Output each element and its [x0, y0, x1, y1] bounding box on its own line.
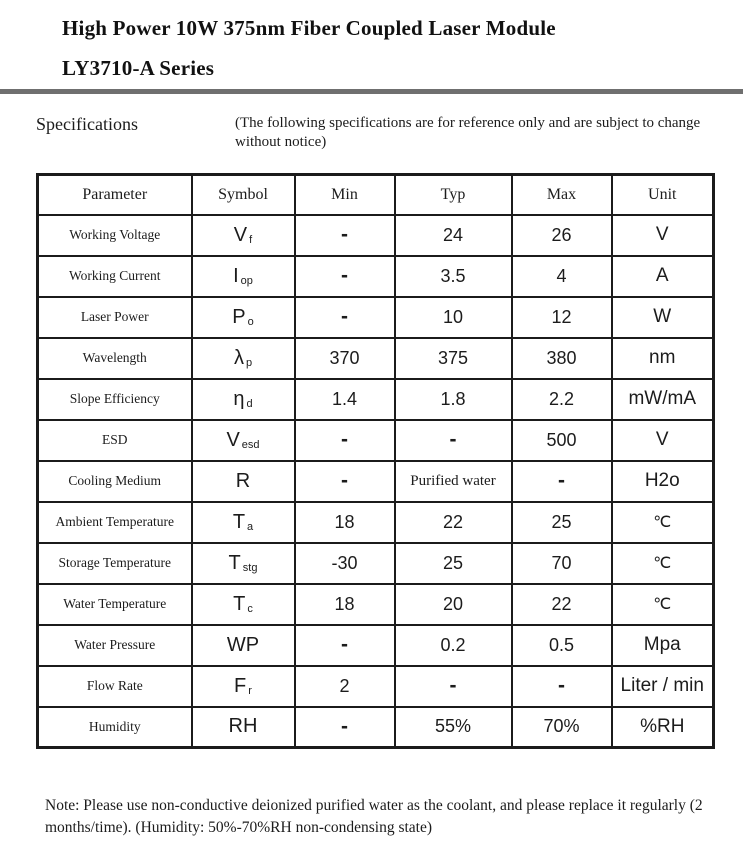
symbol-main: V [226, 428, 240, 451]
max-value-cell: 26 [512, 215, 612, 256]
symbol-subscript: esd [241, 438, 260, 451]
symbol-main: I [233, 264, 239, 287]
symbol-subscript: o [247, 315, 254, 328]
max-value-cell: 25 [512, 502, 612, 543]
unit-cell: Liter / min [612, 666, 714, 707]
typ-value-cell: 10 [395, 297, 512, 338]
max-value-cell: - [512, 666, 612, 707]
symbol-cell [192, 502, 295, 543]
min-value-cell: - [295, 625, 395, 666]
specifications-table [36, 173, 715, 749]
symbol-cell [192, 461, 295, 502]
parameter-cell: ESD [38, 420, 192, 461]
symbol-cell [192, 379, 295, 420]
typ-value-cell: 24 [395, 215, 512, 256]
symbol-subscript: c [247, 602, 253, 615]
min-value-cell: - [295, 461, 395, 502]
parameter-cell: Ambient Temperature [38, 502, 192, 543]
column-header-unit: Unit [612, 175, 714, 215]
max-value-cell: 0.5 [512, 625, 612, 666]
symbol-subscript: stg [242, 561, 258, 574]
unit-cell: A [612, 256, 714, 297]
specifications-header [36, 114, 743, 152]
parameter-cell: Flow Rate [38, 666, 192, 707]
unit-cell: W [612, 297, 714, 338]
typ-value-cell: - [395, 420, 512, 461]
max-value-cell: 22 [512, 584, 612, 625]
table-row [38, 297, 714, 338]
max-value-cell: 70% [512, 707, 612, 748]
symbol-main: η [233, 387, 245, 410]
symbol-subscript: d [246, 397, 253, 410]
typ-value-cell: 20 [395, 584, 512, 625]
table-row [38, 215, 714, 256]
symbol-main: T [232, 510, 246, 533]
column-header-parameter: Parameter [38, 175, 192, 215]
symbol-main: V [233, 223, 248, 246]
unit-cell: ℃ [612, 543, 714, 584]
column-header-max: Max [512, 175, 612, 215]
unit-cell: Mpa [612, 625, 714, 666]
max-value-cell: 4 [512, 256, 612, 297]
parameter-cell: Slope Efficiency [38, 379, 192, 420]
table-row [38, 584, 714, 625]
document-header [0, 0, 743, 83]
typ-value-cell: 55% [395, 707, 512, 748]
min-value-cell: - [295, 420, 395, 461]
specifications-disclaimer: (The following specifications are for reference only and are subject to change without notice) [235, 115, 701, 150]
typ-value-cell: 3.5 [395, 256, 512, 297]
symbol-cell [192, 543, 295, 584]
typ-value-cell: - [395, 666, 512, 707]
typ-value-cell: 22 [395, 502, 512, 543]
max-value-cell: 2.2 [512, 379, 612, 420]
table-row [38, 543, 714, 584]
table-row [38, 502, 714, 543]
unit-cell: mW/mA [612, 379, 714, 420]
min-value-cell: 18 [295, 502, 395, 543]
symbol-main: λ [233, 346, 244, 369]
min-value-cell: 18 [295, 584, 395, 625]
title-divider-rule [0, 89, 743, 94]
min-value-cell: - [295, 707, 395, 748]
unit-cell: V [612, 215, 714, 256]
symbol-cell [192, 420, 295, 461]
parameter-cell: Water Temperature [38, 584, 192, 625]
min-value-cell: 370 [295, 338, 395, 379]
table-row [38, 666, 714, 707]
column-header-symbol: Symbol [192, 175, 295, 215]
table-row [38, 625, 714, 666]
max-value-cell: 500 [512, 420, 612, 461]
typ-value-cell: 375 [395, 338, 512, 379]
unit-cell: H2o [612, 461, 714, 502]
typ-value-cell: 1.8 [395, 379, 512, 420]
max-value-cell: 380 [512, 338, 612, 379]
symbol-cell [192, 625, 295, 666]
symbol-main: P [232, 305, 246, 328]
max-value-cell: - [512, 461, 612, 502]
unit-cell: ℃ [612, 502, 714, 543]
symbol-cell [192, 256, 295, 297]
table-header-row [38, 175, 714, 215]
parameter-cell: Storage Temperature [38, 543, 192, 584]
unit-cell: V [612, 420, 714, 461]
symbol-subscript: op [240, 274, 253, 287]
symbol-cell [192, 215, 295, 256]
min-value-cell: -30 [295, 543, 395, 584]
symbol-main: WP [226, 633, 260, 656]
unit-cell: nm [612, 338, 714, 379]
parameter-cell: Laser Power [38, 297, 192, 338]
parameter-cell: Humidity [38, 707, 192, 748]
table-row [38, 420, 714, 461]
page-title-line1: High Power 10W 375nm Fiber Coupled Laser Module [62, 16, 556, 40]
symbol-subscript: f [249, 233, 253, 246]
typ-value-cell: 25 [395, 543, 512, 584]
parameter-cell: Working Current [38, 256, 192, 297]
min-value-cell: - [295, 297, 395, 338]
symbol-cell [192, 338, 295, 379]
symbol-main: R [235, 469, 251, 492]
symbol-cell [192, 666, 295, 707]
min-value-cell: 2 [295, 666, 395, 707]
table-row [38, 707, 714, 748]
table-row [38, 338, 714, 379]
symbol-cell [192, 584, 295, 625]
symbol-main: T [228, 551, 241, 574]
symbol-main: T [233, 592, 246, 615]
min-value-cell: - [295, 215, 395, 256]
table-row [38, 461, 714, 502]
symbol-subscript: r [248, 684, 252, 697]
unit-cell: ℃ [612, 584, 714, 625]
column-header-min: Min [295, 175, 395, 215]
symbol-main: F [234, 674, 247, 697]
parameter-cell: Cooling Medium [38, 461, 192, 502]
max-value-cell: 70 [512, 543, 612, 584]
symbol-main: RH [228, 715, 258, 738]
footer-note: Note: Please use non-conductive deionized purified water as the coolant, and please replace it regularly (2 months/time). (Humidity: 50%-70%RH non-condensing state) [45, 797, 703, 836]
max-value-cell: 12 [512, 297, 612, 338]
min-value-cell: 1.4 [295, 379, 395, 420]
column-header-typ: Typ [395, 175, 512, 215]
symbol-subscript: p [245, 356, 253, 369]
parameter-cell: Wavelength [38, 338, 192, 379]
unit-cell: %RH [612, 707, 714, 748]
table-row [38, 379, 714, 420]
typ-value-cell: 0.2 [395, 625, 512, 666]
page-title-line2: LY3710-A Series [62, 56, 215, 80]
symbol-cell [192, 707, 295, 748]
min-value-cell: - [295, 256, 395, 297]
symbol-cell [192, 297, 295, 338]
parameter-cell: Working Voltage [38, 215, 192, 256]
specifications-heading: Specifications [36, 114, 138, 134]
parameter-cell: Water Pressure [38, 625, 192, 666]
table-row [38, 256, 714, 297]
typ-value-cell: Purified water [395, 461, 512, 502]
symbol-subscript: a [247, 520, 254, 533]
